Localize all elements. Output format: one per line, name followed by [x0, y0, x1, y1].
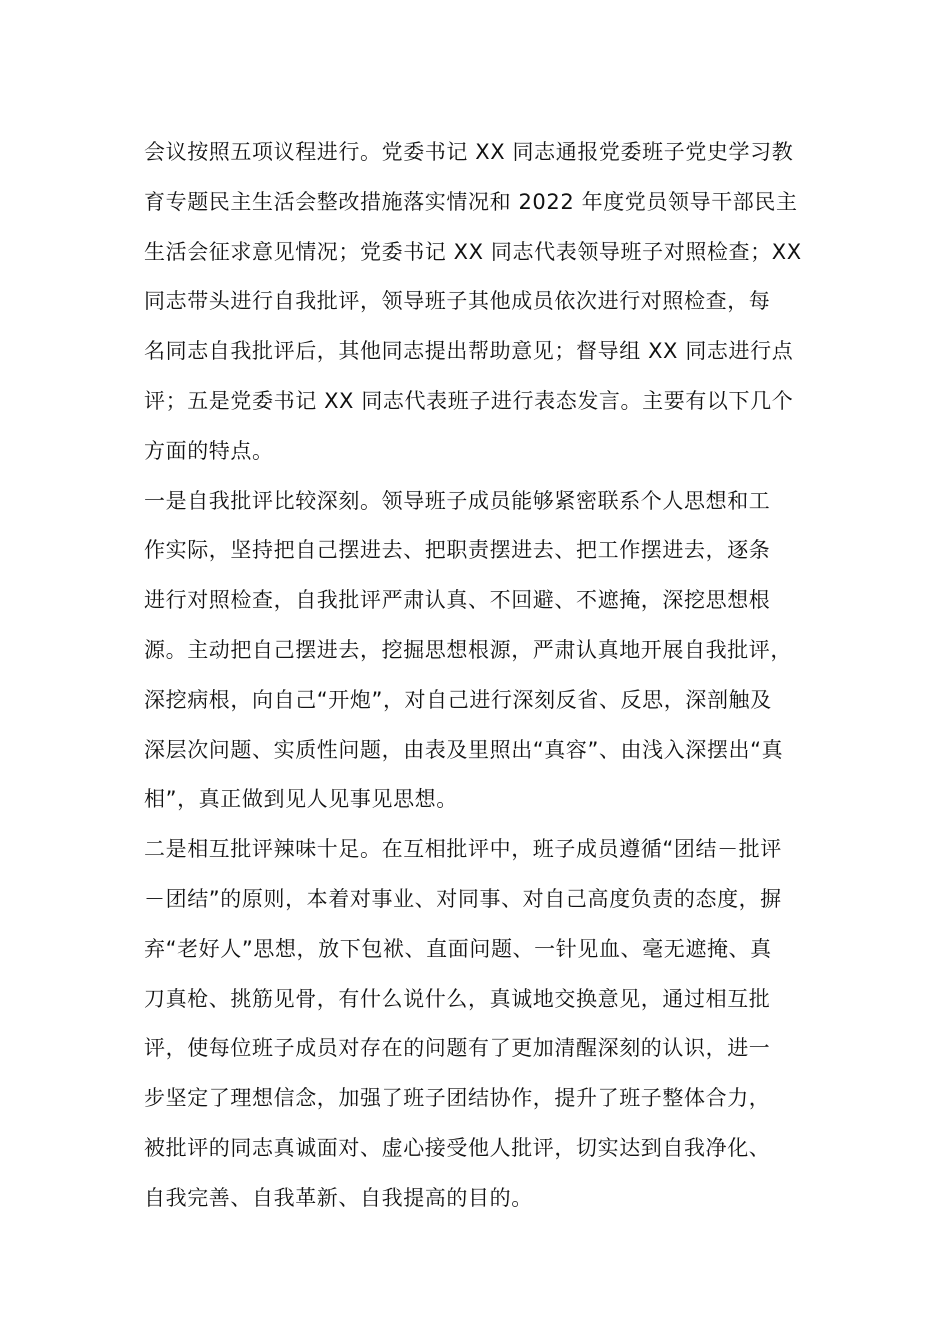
text-line: 同志带头进行自我批评，领导班子其他成员依次进行对照检查，每 — [144, 289, 771, 314]
text-line: 名同志自我批评后，其他同志提出帮助意见；督导组 XX 同志进行点 — [144, 339, 794, 364]
text-line: 进行对照检查，自我批评严肃认真、不回避、不遮掩，深挖思想根 — [144, 588, 771, 613]
text-line: 二是相互批评辣味十足。在互相批评中，班子成员遵循“团结－批评 — [144, 837, 782, 862]
paragraph-self-criticism — [144, 477, 834, 826]
text-line: 步坚定了理想信念，加强了班子团结协作，提升了班子整体合力， — [144, 1086, 771, 1111]
paragraph-meeting-agenda — [144, 128, 834, 477]
text-line: 评，使每位班子成员对存在的问题有了更加清醒深刻的认识，进一 — [144, 1036, 771, 1061]
text-line: 自我完善、自我革新、自我提高的目的。 — [144, 1185, 533, 1210]
text-line: 刀真枪、挑筋见骨，有什么说什么，真诚地交换意见，通过相互批 — [144, 986, 771, 1011]
text-line: 相”，真正做到见人见事见思想。 — [144, 787, 458, 812]
text-line: 一是自我批评比较深刻。领导班子成员能够紧密联系个人思想和工 — [144, 488, 771, 513]
text-line: －团结”的原则，本着对事业、对同事、对自己高度负责的态度，摒 — [144, 886, 782, 911]
document-body — [144, 128, 834, 1224]
text-line: 作实际，坚持把自己摆进去、把职责摆进去、把工作摆进去，逐条 — [144, 538, 771, 563]
text-line: 深层次问题、实质性问题，由表及里照出“真容”、由浅入深摆出“真 — [144, 737, 784, 762]
text-line: 弃“老好人”思想，放下包袱、直面问题、一针见血、毫无遮掩、真 — [144, 936, 772, 961]
text-line: 深挖病根，向自己“开炮”，对自己进行深刻反省、反思，深剖触及 — [144, 687, 772, 712]
text-line: 生活会征求意见情况；党委书记 XX 同志代表领导班子对照检查；XX — [144, 239, 802, 264]
paragraph-mutual-criticism — [144, 825, 834, 1223]
text-line: 被批评的同志真诚面对、虚心接受他人批评，切实达到自我净化、 — [144, 1135, 771, 1160]
text-line: 方面的特点。 — [144, 438, 274, 463]
text-line: 源。主动把自己摆进去，挖掘思想根源，严肃认真地开展自我批评， — [144, 637, 792, 662]
text-line: 评；五是党委书记 XX 同志代表班子进行表态发言。主要有以下几个 — [144, 388, 794, 413]
text-line: 会议按照五项议程进行。党委书记 XX 同志通报党委班子党史学习教 — [144, 140, 794, 164]
text-line: 育专题民主生活会整改措施落实情况和 2022 年度党员领导干部民主 — [144, 189, 798, 214]
